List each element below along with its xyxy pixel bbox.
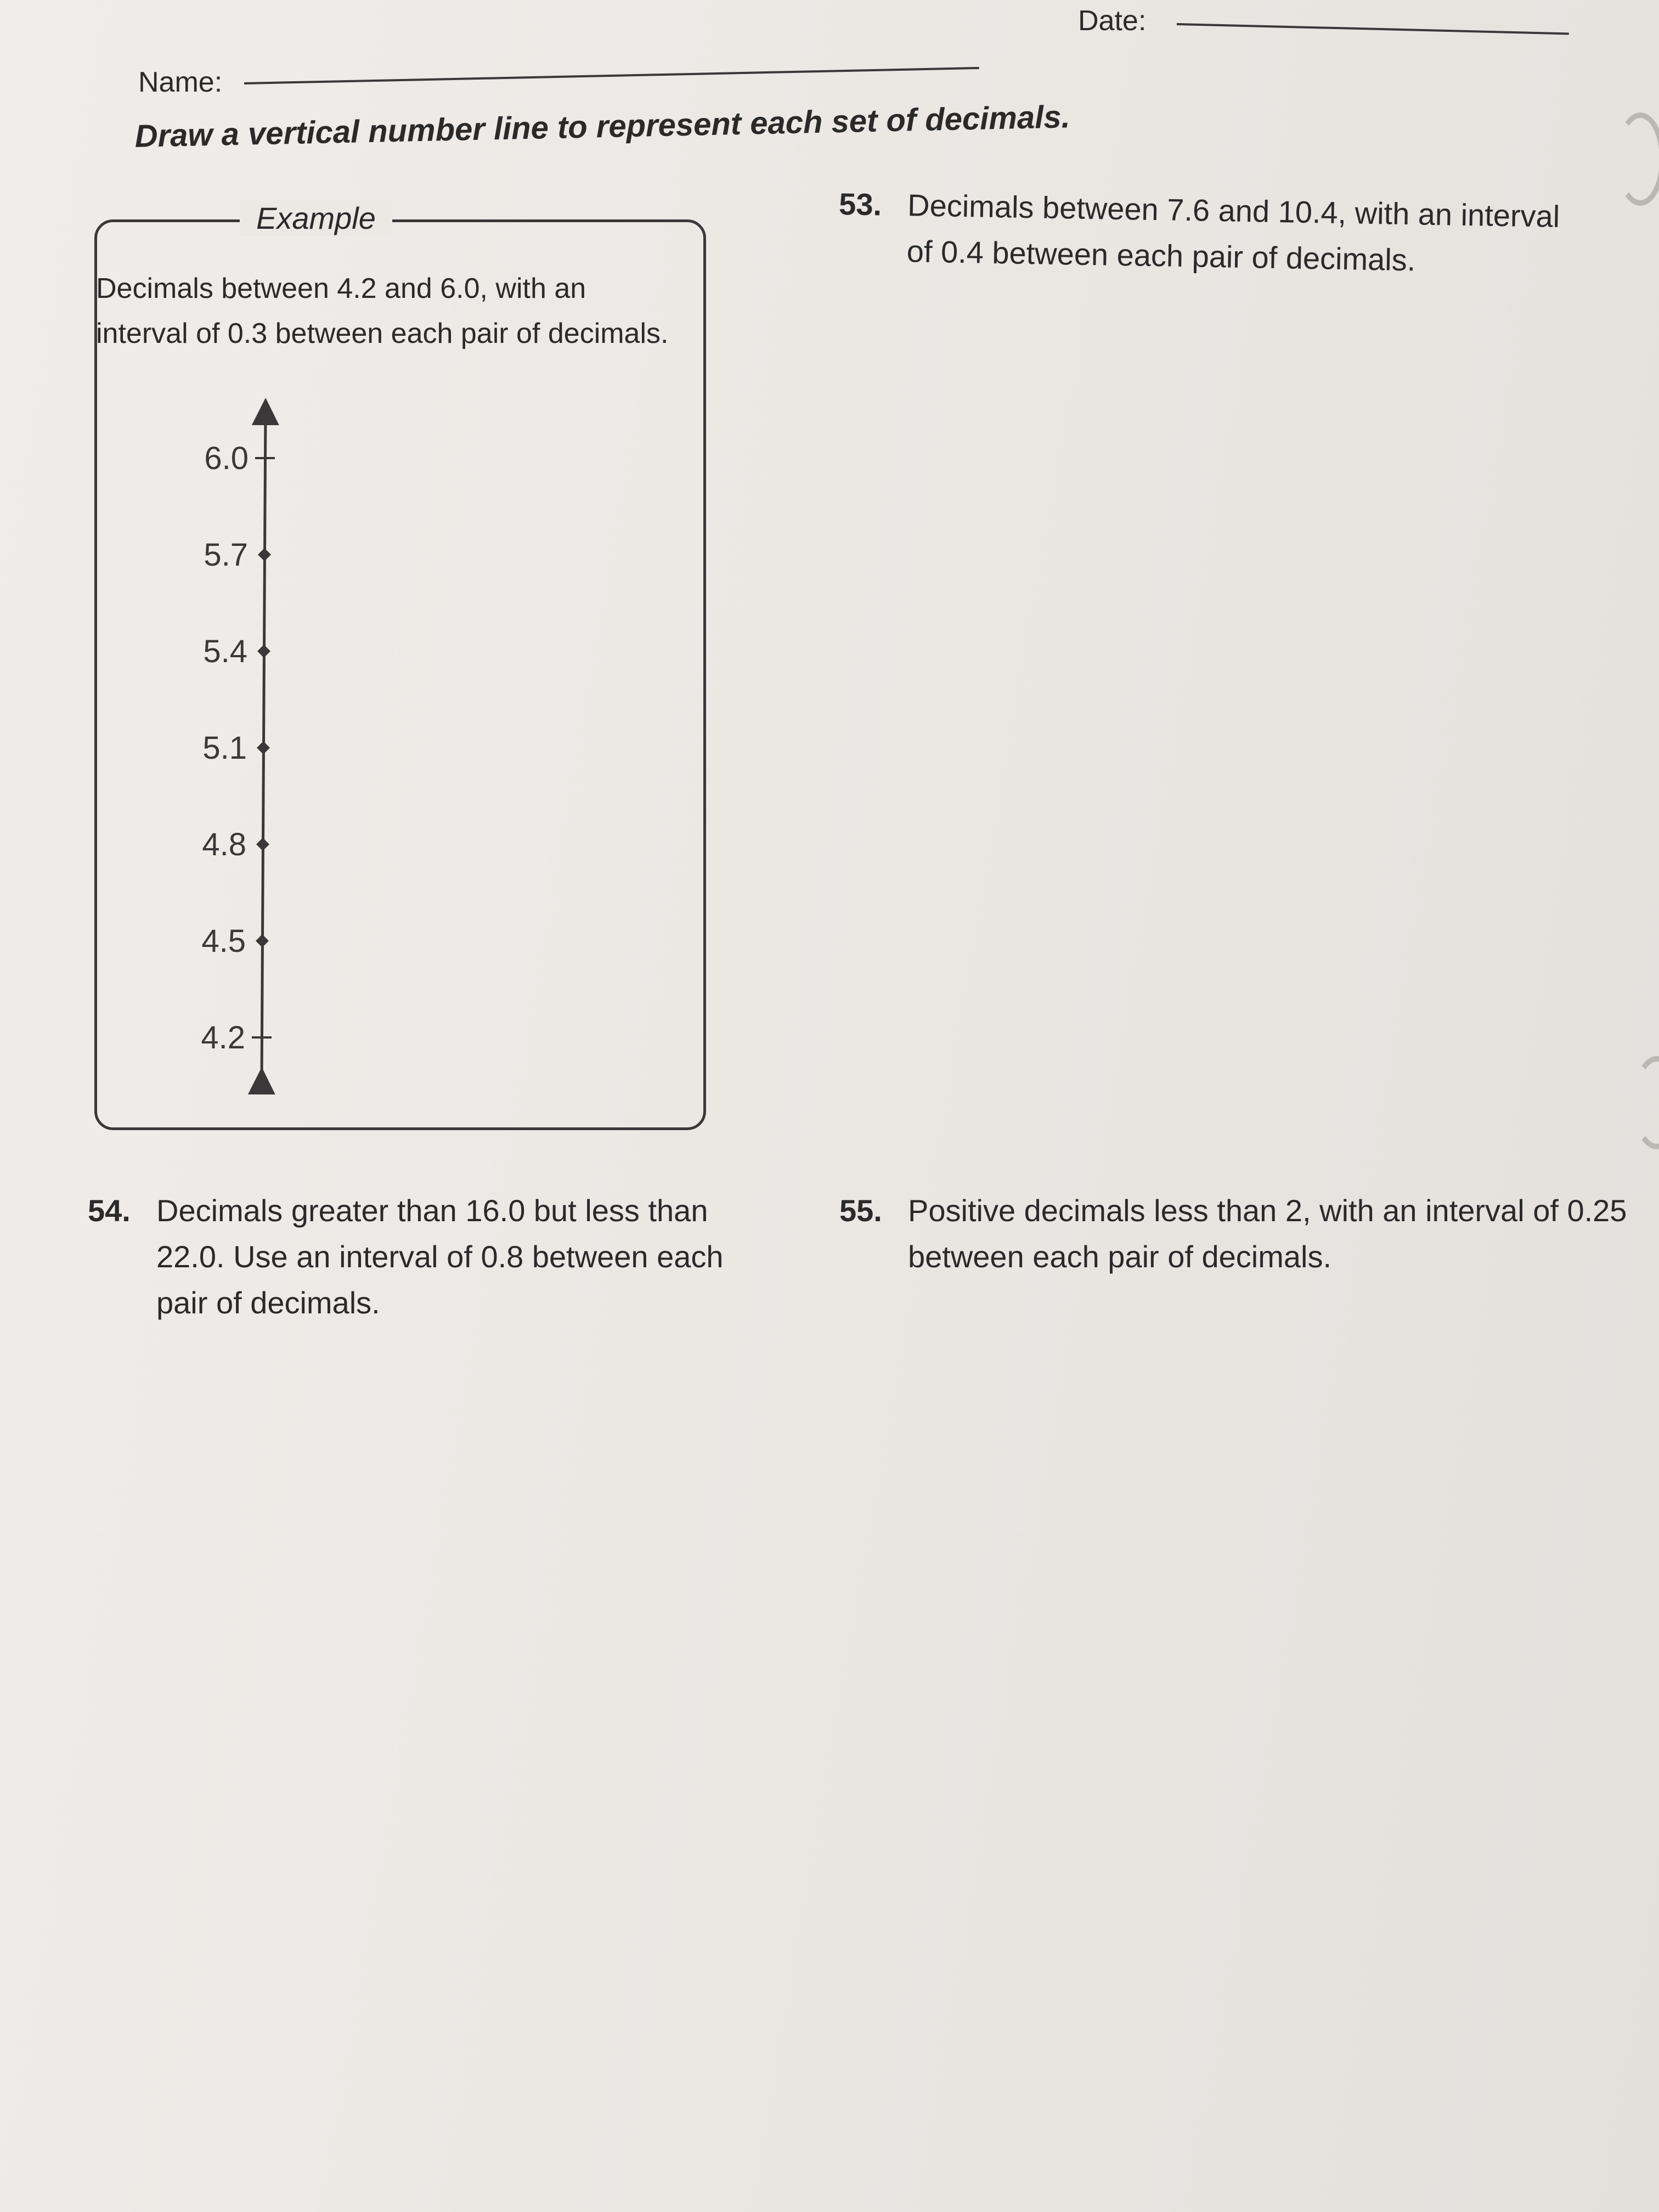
name-line[interactable]: [244, 67, 979, 84]
number-line-point: [258, 548, 271, 561]
binder-ring-middle: [1632, 1056, 1659, 1149]
number-line-label: 5.7: [204, 537, 248, 573]
number-line-point: [256, 838, 269, 851]
binder-ring-top: [1616, 112, 1659, 206]
number-line-label: 5.1: [202, 730, 247, 766]
number-line-label: 5.4: [203, 634, 247, 669]
problem-number: 53.: [838, 186, 882, 222]
example-number-line: [94, 384, 424, 1097]
problem-number: 54.: [88, 1193, 131, 1228]
number-line-label: 6.0: [204, 441, 249, 476]
number-line-point: [257, 741, 270, 754]
number-line-label: 4.2: [201, 1020, 245, 1056]
number-line-point: [256, 934, 269, 947]
date-label: Date:: [1078, 5, 1147, 37]
example-text: Decimals between 4.2 and 6.0, with an interval of 0.3 between each pair of decimals.: [96, 273, 669, 349]
instructions: Draw a vertical number line to represent each set of decimals.: [134, 99, 1071, 154]
problem-53: [838, 181, 1607, 278]
number-line-point: [257, 645, 270, 658]
problem-text: Decimals greater than 16.0 but less than 22.0. Use an interval of 0.8 between each pair of decimals.: [156, 1193, 724, 1320]
number-line-label: 4.8: [202, 827, 246, 862]
problem-number: 55.: [839, 1193, 882, 1228]
name-label: Name:: [138, 66, 223, 98]
problem-text: Positive decimals less than 2, with an interval of 0.25 between each pair of decimals.: [908, 1193, 1627, 1274]
date-line[interactable]: [1177, 23, 1569, 35]
number-line-label: 4.5: [201, 923, 246, 959]
example-label: Example: [240, 200, 392, 236]
problem-text: Decimals between 7.6 and 10.4, with an interval of 0.4 between each pair of decimals.: [906, 188, 1560, 278]
